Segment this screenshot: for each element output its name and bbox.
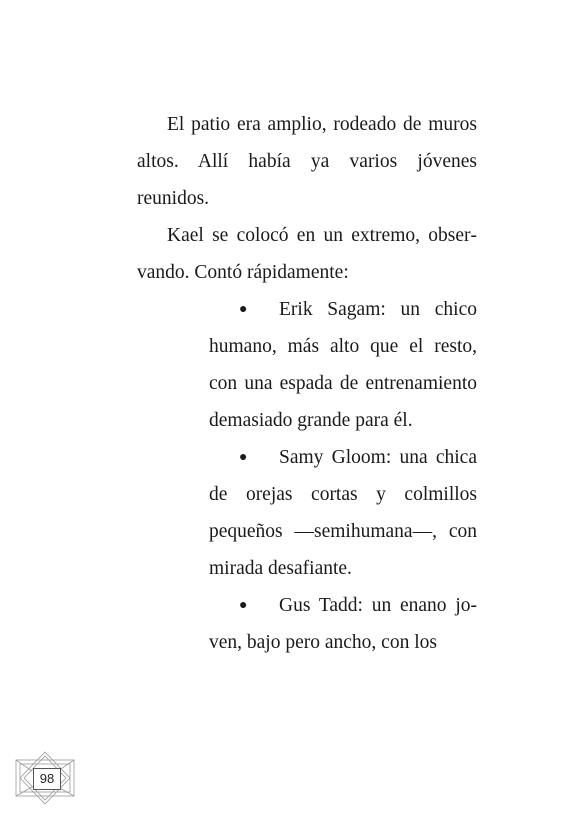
list-item	[209, 291, 477, 439]
character-list	[137, 291, 477, 661]
bullet-icon: ●	[239, 598, 248, 613]
paragraph-2: Kael se colocó en un extremo, observando. Contó rápidamente:	[137, 225, 477, 283]
page-number: 98	[33, 768, 61, 790]
page-number-ornament	[12, 751, 78, 805]
paragraph-1: El patio era amplio, rodeado de muros altos. Allí había ya varios jóvenes reunidos.	[137, 114, 477, 209]
list-item-text: Gus Tadd: un enano joven, bajo pero ancho, con los	[209, 595, 477, 653]
bullet-icon: ●	[239, 450, 248, 465]
bullet-icon: ●	[239, 302, 248, 317]
list-item-text: Samy Gloom: una chica de orejas cortas y colmillos pequeños —semihumana—, con mirada desafiante.	[209, 447, 477, 579]
page-body	[137, 106, 477, 661]
list-item	[209, 587, 477, 661]
list-item-text: Erik Sagam: un chico humano, más alto que el resto, con una espada de entrenamiento demasiado grande para él.	[209, 299, 477, 431]
list-item	[209, 439, 477, 587]
